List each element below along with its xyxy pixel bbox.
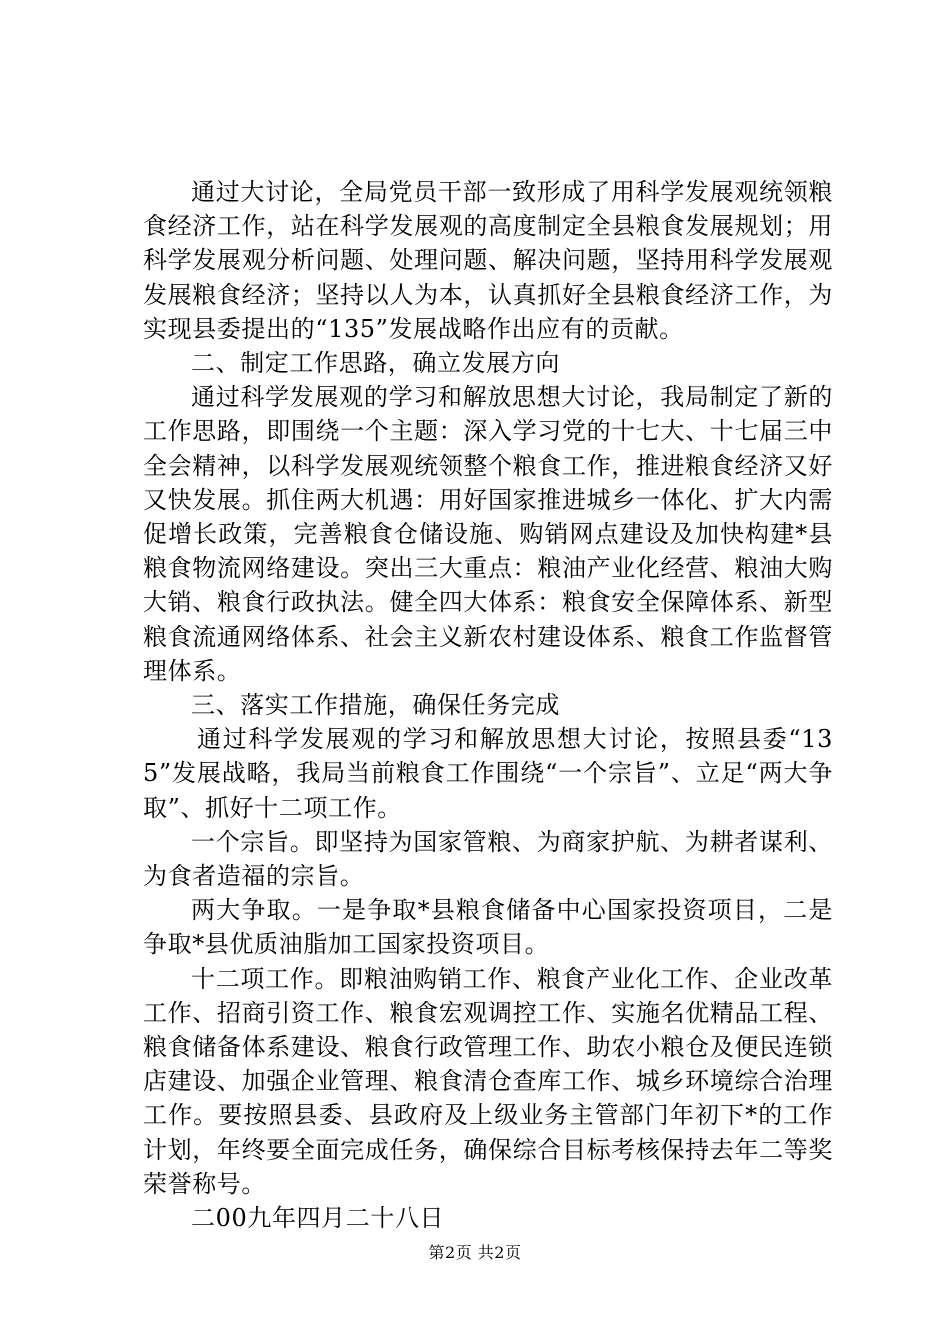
section-heading-2: 二、制定工作思路，确立发展方向 [191, 349, 560, 378]
section-heading-3: 三、落实工作措施，确保任务完成 [191, 691, 560, 720]
document-body [143, 175, 833, 1235]
paragraph-work-measures: 通过科学发展观的学习和解放思想大讨论，按照县委“135”发展战略，我局当前粮食工作围绕“一个宗旨”、立足“两大争取”、抓好十二项工作。 [143, 725, 833, 822]
paragraph-twelve-tasks: 十二项工作。即粮油购销工作、粮食产业化工作、企业改革工作、招商引资工作、粮食宏观调控工作、实施名优精品工程、粮食储备体系建设、粮食行政管理工作、助农小粮仓及便民连锁店建设、加强企业管理、粮食清仓查库工作、城乡环境综合治理工作。要按照县委、县政府及上级业务主管部门年初下*的工作计划，年终要全面完成任务，确保综合目标考核保持去年二等奖荣誉称号。 [143, 964, 833, 1198]
paragraph-work-ideas: 通过科学发展观的学习和解放思想大讨论，我局制定了新的工作思路，即围绕一个主题：深入学习党的十七大、十七届三中全会精神，以科学发展观统领整个粮食工作，推进粮食经济又好又快发展。抓住两大机遇：用好国家推进城乡一体化、扩大内需促增长政策，完善粮食仓储设施、购销网点建设及加快构建*县粮食物流网络建设。突出三大重点：粮油产业化经营、粮油大购大销、粮食行政执法。健全四大体系：粮食安全保障体系、新型粮食流通网络体系、社会主义新农村建设体系、粮食工作监督管理体系。 [143, 383, 833, 685]
document-date: 二00九年四月二十八日 [191, 1204, 445, 1233]
paragraph-two-strivings: 两大争取。一是争取*县粮食储备中心国家投资项目，二是争取*县优质油脂加工国家投资项目。 [143, 896, 833, 959]
paragraph-discussion-summary: 通过大讨论，全局党员干部一致形成了用科学发展观统领粮食经济工作，站在科学发展观的高度制定全县粮食发展规划；用科学发展观分析问题、处理问题、解决问题，坚持用科学发展观发展粮食经济；坚持以人为本，认真抓好全县粮食经济工作，为实现县委提出的“135”发展战略作出应有的贡献。 [143, 178, 833, 343]
paragraph-one-purpose: 一个宗旨。即坚持为国家管粮、为商家护航、为耕者谋利、为食者造福的宗旨。 [143, 827, 833, 891]
page-number-footer: 第2页 共2页 [428, 1243, 522, 1262]
